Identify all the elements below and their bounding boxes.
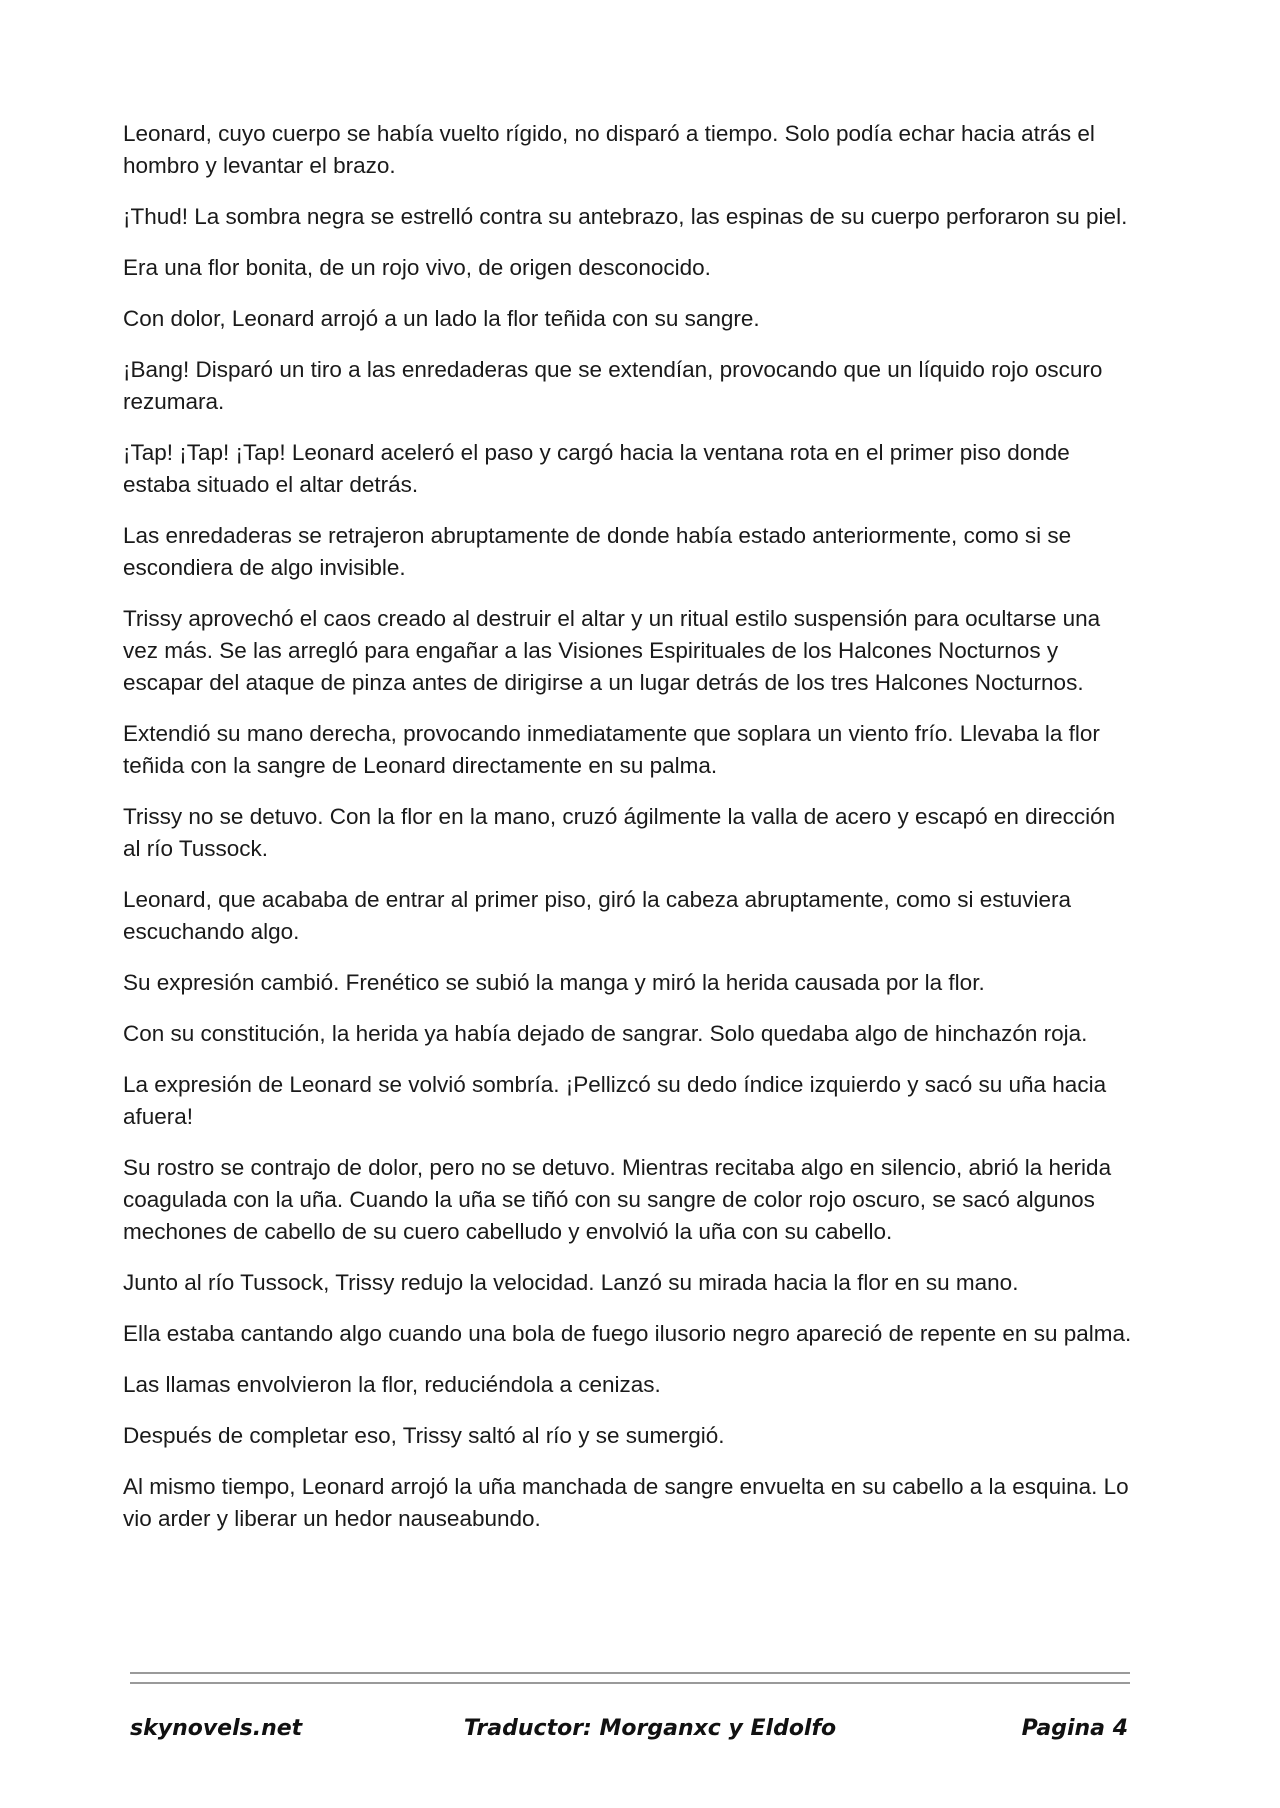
paragraph: Las llamas envolvieron la flor, reduciéndola a cenizas. xyxy=(123,1372,661,1397)
divider-line xyxy=(130,1672,1130,1674)
footer-translator: Traductor: Morganxc y Eldolfo xyxy=(463,1716,837,1741)
paragraph: Su expresión cambió. Frenético se subió la manga y miró la herida causada por la flor. xyxy=(123,970,985,995)
paragraph: Extendió su mano derecha, provocando inmediatamente que soplara un viento frío. Llevaba la flor teñida con la sangre de Leonard directamente en su palma. xyxy=(123,721,1100,778)
paragraph: La expresión de Leonard se volvió sombría. ¡Pellizcó su dedo índice izquierdo y sacó su uña hacia afuera! xyxy=(123,1072,1107,1129)
paragraph: ¡Thud! La sombra negra se estrelló contra su antebrazo, las espinas de su cuerpo perforaron su piel. xyxy=(123,204,1128,229)
footer-page-number: Pagina 4 xyxy=(1021,1716,1128,1741)
footer-divider xyxy=(130,1672,1130,1692)
paragraph: Con dolor, Leonard arrojó a un lado la flor teñida con su sangre. xyxy=(123,306,760,331)
paragraph: Con su constitución, la herida ya había dejado de sangrar. Solo quedaba algo de hinchazón roja. xyxy=(123,1021,1088,1046)
paragraph: Leonard, que acababa de entrar al primer piso, giró la cabeza abruptamente, como si estuviera escuchando algo. xyxy=(123,887,1072,944)
paragraph: Junto al río Tussock, Trissy redujo la velocidad. Lanzó su mirada hacia la flor en su mano. xyxy=(123,1270,1019,1295)
paragraph: Al mismo tiempo, Leonard arrojó la uña manchada de sangre envuelta en su cabello a la esquina. Lo vio arder y liberar un hedor nauseabundo. xyxy=(123,1474,1129,1531)
paragraph: ¡Bang! Disparó un tiro a las enredaderas que se extendían, provocando que un líquido rojo oscuro rezumara. xyxy=(123,357,1103,414)
paragraph: Las enredaderas se retrajeron abruptamente de donde había estado anteriormente, como si se escondiera de algo invisible. xyxy=(123,523,1072,580)
paragraph: Después de completar eso, Trissy saltó al río y se sumergió. xyxy=(123,1423,725,1448)
paragraph: Era una flor bonita, de un rojo vivo, de origen desconocido. xyxy=(123,255,711,280)
paragraph: Trissy aprovechó el caos creado al destruir el altar y un ritual estilo suspensión para ocultarse una vez más. Se las arregló para engañar a las Visiones Espirituales de los Halcones Nocturnos y escapar del ataque de pinza antes de dirigirse a un lugar detrás de los tres Halcones Nocturnos. xyxy=(123,606,1101,695)
divider-line xyxy=(130,1682,1130,1684)
footer-site: skynovels.net xyxy=(130,1716,303,1741)
chapter-text xyxy=(123,118,1138,1554)
paragraph: Leonard, cuyo cuerpo se había vuelto rígido, no disparó a tiempo. Solo podía echar hacia atrás el hombro y levantar el brazo. xyxy=(123,121,1095,178)
paragraph: Ella estaba cantando algo cuando una bola de fuego ilusorio negro apareció de repente en su palma. xyxy=(123,1321,1132,1346)
paragraph: Su rostro se contrajo de dolor, pero no se detuvo. Mientras recitaba algo en silencio, abrió la herida coagulada con la uña. Cuando la uña se tiñó con su sangre de color rojo oscuro, se sacó algunos mechones de cabello de su cuero cabelludo y envolvió la uña con su cabello. xyxy=(123,1155,1112,1244)
paragraph: Trissy no se detuvo. Con la flor en la mano, cruzó ágilmente la valla de acero y escapó en dirección al río Tussock. xyxy=(123,804,1116,861)
page-footer xyxy=(130,1716,1128,1750)
paragraph: ¡Tap! ¡Tap! ¡Tap! Leonard aceleró el paso y cargó hacia la ventana rota en el primer piso donde estaba situado el altar detrás. xyxy=(123,440,1070,497)
